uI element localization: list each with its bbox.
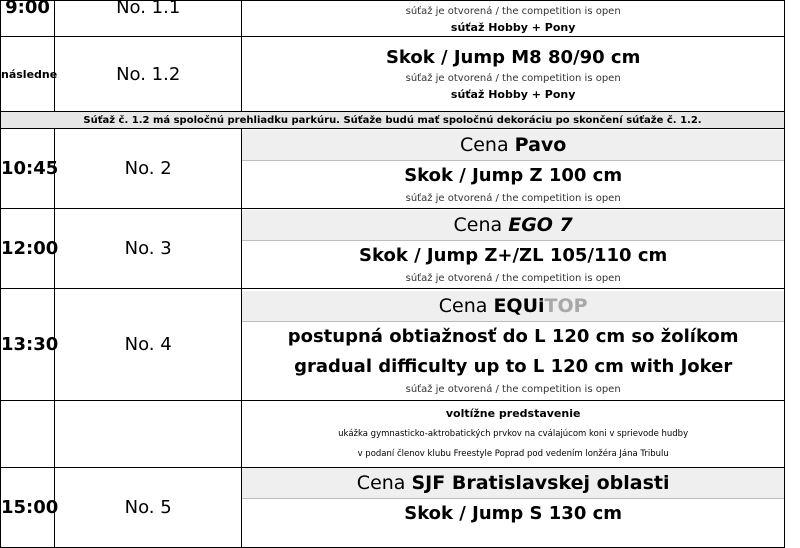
- prize-label: Cena: [453, 214, 503, 236]
- competition-number: No. 5: [124, 497, 172, 518]
- number-cell: [55, 289, 242, 401]
- jump-title: Skok / Jump Z 100 cm: [404, 165, 623, 186]
- time-cell: [1, 1, 55, 37]
- number-cell: [55, 129, 242, 209]
- time-cell: [1, 401, 55, 468]
- description-cell: [242, 1, 785, 37]
- schedule-row: [1, 468, 785, 548]
- number-cell: [55, 37, 242, 112]
- competition-number: No. 2: [124, 158, 172, 179]
- note-cell: [1, 112, 785, 129]
- show-performers: v podaní členov klubu Freestyle Poprad pod vedením lonžéra Jána Tribulu: [357, 449, 669, 459]
- jump-title: Skok / Jump S 130 cm: [404, 503, 623, 524]
- description-cell: [242, 129, 785, 209]
- open-note: súťaž je otvorená / the competition is open: [405, 73, 621, 84]
- sponsor-name-part1: EQUi: [493, 295, 545, 317]
- category-label: súťaž Hobby + Pony: [450, 88, 576, 101]
- time-text: 13:30: [1, 334, 59, 355]
- time-cell: [1, 129, 59, 209]
- number-cell: [55, 401, 242, 468]
- description-cell: [242, 401, 785, 468]
- time-text: 15:00: [1, 497, 59, 518]
- schedule-row: [1, 1, 785, 37]
- competition-number: No. 3: [124, 238, 172, 259]
- open-note: súťaž je otvorená / the competition is open: [405, 193, 621, 204]
- sponsor-name: Pavo: [514, 134, 567, 156]
- time-text: 12:00: [1, 238, 59, 259]
- sponsor-name: SJF Bratislavskej oblasti: [411, 472, 670, 494]
- time-text: následne: [1, 67, 58, 81]
- description-cell: [242, 209, 785, 289]
- competition-line-en: gradual difficulty up to L 120 cm with Joker: [294, 356, 733, 377]
- time-cell: [1, 468, 59, 548]
- schedule-row: [1, 37, 785, 112]
- competition-number: No. 1.2: [116, 63, 181, 85]
- description-cell: [242, 289, 785, 401]
- schedule-row: [1, 129, 785, 209]
- description-cell: [242, 468, 785, 548]
- competition-line-sk: postupná obtiažnosť do L 120 cm so žolíkom: [287, 326, 739, 347]
- number-cell: [55, 209, 242, 289]
- jump-title: Skok / Jump Z+/ZL 105/110 cm: [359, 245, 668, 266]
- schedule-row: [1, 209, 785, 289]
- schedule-row: [1, 289, 785, 401]
- sponsor-header: [242, 130, 784, 161]
- prize-label: Cena: [356, 472, 406, 494]
- open-note: súťaž je otvorená / the competition is open: [405, 384, 621, 395]
- number-cell: [55, 1, 242, 37]
- prize-label: Cena: [438, 295, 488, 317]
- time-text: 9:00: [5, 0, 50, 18]
- sponsor-header: [242, 468, 784, 499]
- note-row: [1, 112, 785, 129]
- description-cell: [242, 37, 785, 112]
- time-cell: [1, 289, 59, 401]
- show-description: ukážka gymnasticko-aktrobatických prvkov na cválajúcom koni v sprievode hudby: [338, 429, 689, 439]
- note-text: Súťaž č. 1.2 má spoločnú prehliadku parkúru. Súťaže budú mať spoločnú dekoráciu po skončení súťaže č. 1.2.: [83, 114, 702, 126]
- open-note: súťaž je otvorená / the competition is open: [405, 273, 621, 284]
- sponsor-name-part2: TOP: [544, 295, 588, 317]
- open-note: súťaž je otvorená / the competition is open: [405, 6, 621, 17]
- time-text: 10:45: [1, 158, 59, 179]
- jump-title: Skok / Jump M8 80/90 cm: [385, 47, 641, 68]
- show-title: voltížne predstavenie: [445, 407, 581, 420]
- time-cell: [1, 209, 59, 289]
- prize-label: Cena: [459, 134, 509, 156]
- competition-number: No. 1.1: [116, 0, 181, 18]
- schedule-row: [1, 401, 785, 468]
- sponsor-name: EGO 7: [508, 214, 573, 236]
- competition-number: No. 4: [124, 334, 172, 355]
- category-label: súťaž Hobby + Pony: [450, 21, 576, 34]
- time-cell: [1, 37, 58, 112]
- sponsor-header: [242, 291, 784, 322]
- number-cell: [55, 468, 242, 548]
- sponsor-header: [242, 210, 784, 241]
